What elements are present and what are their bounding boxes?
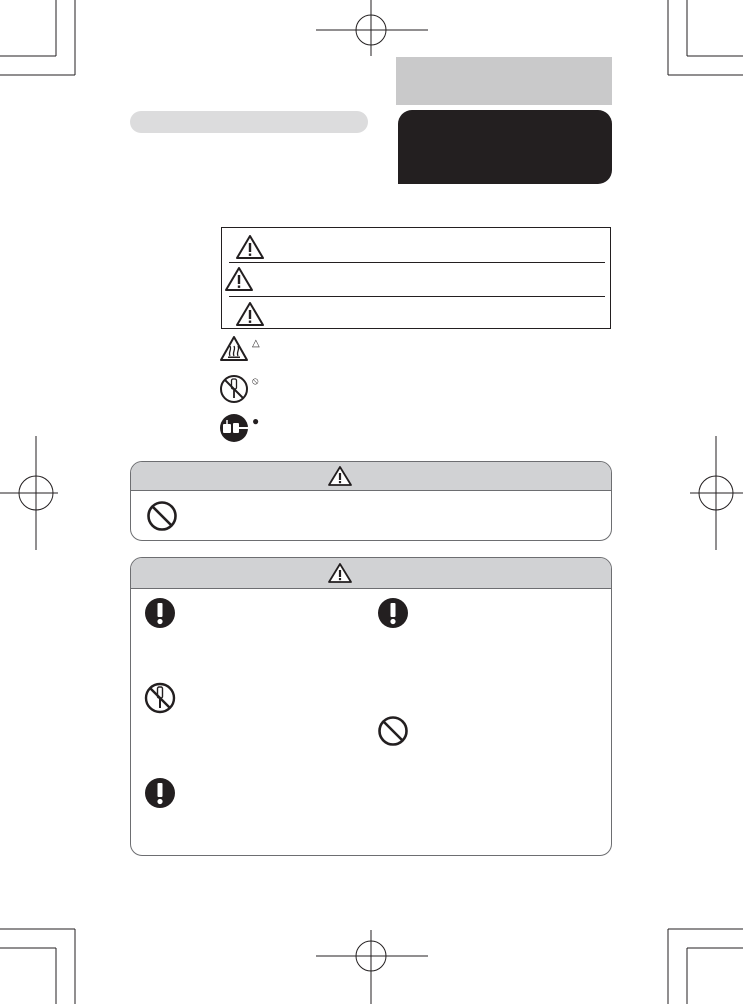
warning-triangle-icon	[235, 301, 265, 327]
prohibition-icon	[146, 500, 178, 532]
section-title-pill	[130, 111, 368, 133]
unplug-power-icon	[219, 413, 251, 443]
warning-triangle-icon	[224, 266, 254, 292]
mandatory-action-icon	[377, 597, 409, 629]
chapter-heading-tab	[398, 110, 612, 184]
caution-panel	[130, 557, 612, 856]
mandatory-action-icon	[144, 597, 176, 629]
mandatory-action-icon	[144, 777, 176, 809]
hazard-level-legend	[221, 227, 611, 329]
no-disassembly-icon	[144, 682, 176, 714]
legend-divider	[229, 296, 605, 297]
prohibition-icon	[377, 715, 409, 747]
no-disassembly-icon	[219, 374, 249, 404]
symbol-mark: ●	[252, 414, 260, 428]
chapter-tab-gray	[396, 57, 612, 105]
warning-triangle-icon	[327, 465, 353, 487]
symbol-mark: ⦸	[252, 376, 259, 387]
warning-triangle-icon	[327, 562, 353, 584]
hot-surface-triangle-icon	[219, 335, 249, 362]
warning-panel	[130, 461, 612, 541]
legend-divider	[229, 262, 605, 263]
symbol-mark: △	[252, 338, 260, 349]
warning-triangle-icon	[235, 234, 265, 260]
caution-panel-header	[131, 558, 611, 589]
warning-panel-header	[131, 462, 611, 491]
